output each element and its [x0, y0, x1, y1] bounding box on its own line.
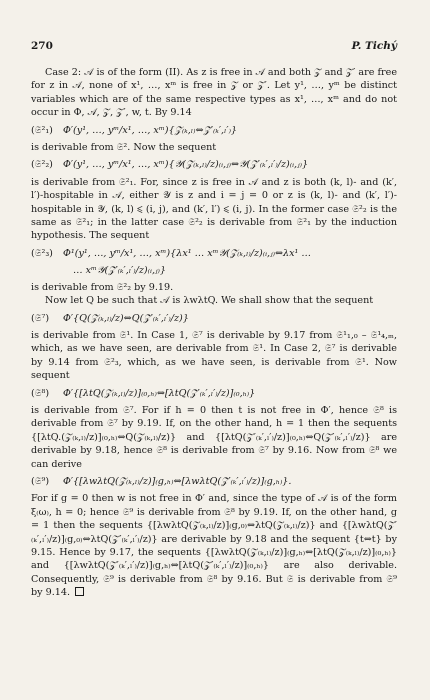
equation-body: Φ′(y¹, …, yᵐ/x¹, …, xᵐ){𝒵₍ₖ,ₗ₎⇔𝒵′₍ₖ′,ₗ′₎}: [63, 124, 238, 136]
paragraph: is derivable from 𝔖²₁. For, since z is free in 𝒜 and z is both (k, l)- and (k′, l′)-hospitable in 𝒜, either 𝒴 is z and i = j = 0 or z is (k, l)- and (k′, l′)-hospitable in 𝒴, (k, l) ⩽ (i, j), and (k′, l′) ⩽ (i, j). In the former case 𝔖²₂ is the same as 𝔖²₁; in the latter case 𝔖²₂ is derivable from 𝔖²₁ by the induction hypothesis. The sequent: [31, 176, 397, 242]
equation-body: Φ¹(y¹, …, yᵐ/x¹, …, xᵐ){λx¹ … xᵐ𝒴(𝒵₍ₖ,ₗ₎/z)₍ᵢ,ⱼ₎⇔λx¹ …: [63, 247, 311, 259]
paragraph-case-2: Case 2: 𝒜 is of the form (II). As z is free in 𝒜 and both 𝒵 and 𝒵′ are free for z in 𝒜, none of x¹, …, xᵐ is free in 𝒵 or 𝒵′. Let y¹, …, yᵐ be distinct variables which are of the same respective types as x¹, …, xᵐ and do not occur in Φ, 𝒜, 𝒵, 𝒵′, w, t. By 9.14: [31, 67, 397, 119]
paragraph: is derivable from 𝔖¹. In Case 1, 𝔖⁷ is derivable by 9.17 from 𝔖¹₁,₀ – 𝔖¹₄,ₘ, which, as we have seen, are derivable from 𝔖¹. In Case 2, 𝔖⁷ is derivable by 9.14 from 𝔖²₃, which, as we have seen, is derivable from 𝔖¹. Now sequent: [31, 329, 397, 382]
equation-label: (𝔖⁸): [31, 387, 50, 399]
equation-s9: [31, 475, 397, 488]
equation-body: Φ′{[λtQ(𝒵₍ₖ,ₗ₎/z)]₍₀,ₕ₎⇔[λtQ(𝒵′₍ₖ′,ₗ′₎/z)]₍₀,ₕ₎}: [63, 387, 256, 399]
equation-continuation: … xᵐ𝒴(𝒵′₍ₖ′,ₗ′₎/z)₍ᵢ,ⱼ₎}: [73, 265, 166, 277]
equation-body: Φ′(y¹, …, yᵐ/x¹, …, xᵐ){𝒴(𝒵₍ₖ,ₗ₎/z)₍ᵢ,ⱼ₎⇔𝒴(𝒵′₍ₖ′,ₗ′₎/z)₍ᵢ,ⱼ₎}: [63, 159, 309, 171]
equation-label: (𝔖⁹): [31, 475, 50, 487]
equation-body: Φ′{Q(𝒵₍ₖ,ₗ₎/z)⇔Q(𝒵′₍ₖ′,ₗ′₎/z)}: [63, 312, 189, 324]
equation-label: (𝔖²₂): [31, 159, 53, 171]
page-body: [31, 66, 397, 600]
paragraph-final: [31, 492, 397, 599]
page-number: 270: [31, 40, 53, 52]
qed-square-icon: [75, 587, 84, 596]
paragraph: is derivable from 𝔖⁷. For if h = 0 then t is not free in Φ′, hence 𝔖⁸ is derivable from 𝔖⁷ by 9.19. If, on the other hand, h = 1 then the sequents {[λtQ.(𝒵₍ₖ,ₗ₎/z)]₍₀,ₕ₎⇔Q(𝒵₍ₖ,ₗ₎/z)} and {[λtQ(𝒵′₍ₖ′,ₗ′₎/z)]₍₀,ₕ₎⇔Q(𝒵′₍ₖ′,ₗ′₎/z)} are derivable by 9.18, hence 𝔖⁸ is derivable from 𝔖⁷ by 9.16. Now from 𝔖⁸ we can derive: [31, 404, 397, 470]
page-header: [31, 40, 397, 52]
equation-s2-1: [31, 124, 397, 137]
equation-s2-2: [31, 158, 397, 171]
equation-label: (𝔖²₁): [31, 124, 53, 136]
equation-label: (𝔖⁷): [31, 312, 50, 324]
paragraph: is derivable from 𝔖²₂ by 9.19.: [31, 281, 174, 293]
equation-s7: [31, 312, 397, 325]
equation-s2-3: [31, 247, 397, 260]
paragraph-text: For if g = 0 then w is not free in Φ′ and, since the type of 𝒜 is of the form ξ₍ω₎, h = 0; hence 𝔖⁹ is derivable from 𝔖⁸ by 9.19. If, on the other hand, g = 1 then the sequents {[λwλtQ(𝒵₍ₖ,ₗ₎/z)]₍g,₀₎⇔λtQ(𝒵₍ₖ,ₗ₎/z)} and {[λwλtQ(𝒵′₍ₖ′,ₗ′₎/z)]₍g,₀₎⇔λtQ(𝒵′₍ₖ′,ₗ′₎/z)} are derivable by 9.18 and the sequent {t⇔t} by 9.15. Hence by 9.17, the sequents {[λwλtQ(𝒵₍ₖ,ₗ₎/z)]₍g,ₕ₎⇔[λtQ(𝒵₍ₖ,ₗ₎/z)]₍₀,ₕ₎} and {[λwλtQ(𝒵′₍ₖ′,ₗ′₎/z)]₍g,ₕ₎⇔[λtQ(𝒵′₍ₖ′,ₗ′₎/z)]₍₀,ₕ₎} are also derivable. Consequently, 𝔖⁹ is derivable from 𝔖⁸ by 9.16. But 𝔖 is derivable from 𝔖⁹ by 9.14.: [31, 493, 397, 599]
equation-label: (𝔖²₃): [31, 247, 53, 259]
equation-body: Φ′{[λwλtQ(𝒵₍ₖ,ₗ₎/z)]₍g,ₕ₎⇔[λwλtQ(𝒵′₍ₖ′,ₗ′₎/z)]₍g,ₕ₎}.: [63, 475, 292, 487]
paragraph: is derivable from 𝔖². Now the sequent: [31, 142, 217, 154]
running-head-author: P. Tichý: [351, 40, 397, 52]
paragraph: Now let Q be such that 𝒜 is λwλtQ. We shall show that the sequent: [45, 295, 374, 307]
equation-s8: [31, 387, 397, 400]
